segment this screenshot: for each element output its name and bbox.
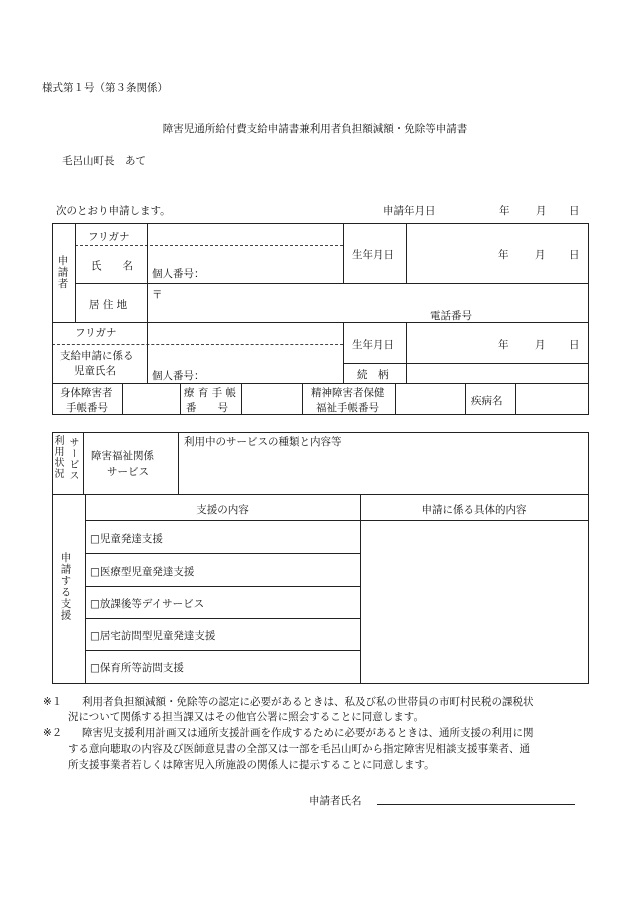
usage-content-field[interactable] (182, 450, 584, 490)
usage-type-label-2: サービス (107, 466, 149, 478)
physical-handbook-label-2: 手帳番号 (66, 402, 108, 414)
child-relation-label: 続 柄 (357, 369, 389, 381)
note-2-line-1: 障害児支援利用計画又は通所支援計画を作成するために必要があるときは、通所支援の利用に関 (82, 727, 534, 739)
disease-label: 疾病名 (471, 395, 503, 407)
mental-handbook-field[interactable] (397, 385, 463, 412)
col-support-header: 支援の内容 (196, 504, 249, 516)
note-1-line-2: 況について関係する担当課又はその他官公署に照会することに同意します。 (68, 711, 424, 723)
note-2-line-2: する意向聴取の内容及び医師意見書の全部又は一部を毛呂山町から指定障害児相談支援事業者、通 (68, 743, 530, 755)
applicant-phone-label: 電話番号 (430, 310, 472, 322)
support-option-1[interactable] (90, 531, 163, 546)
applicant-birth-label: 生年月日 (352, 249, 394, 261)
child-furigana-field[interactable] (149, 325, 341, 343)
support-option-label: 放課後等デイサービス (99, 598, 205, 610)
applicant-birth-day[interactable]: 日 (569, 249, 580, 261)
physical-handbook-field[interactable] (124, 385, 178, 412)
applicant-furigana-label: フリガナ (88, 231, 130, 243)
ryoiku-handbook-label-1: 療 育 手 帳 (184, 387, 237, 399)
ryoiku-handbook-label-2: 番 号 (186, 402, 228, 414)
requested-section-label: 申請する支援 (59, 552, 72, 621)
signature-line[interactable] (377, 804, 575, 805)
child-name-label-line2: 児童氏名 (74, 365, 116, 377)
application-date-day[interactable]: 日 (569, 205, 580, 217)
usage-section-label-b: サービス (67, 437, 78, 481)
child-birth-day[interactable]: 日 (569, 339, 580, 351)
application-date-month[interactable]: 月 (536, 205, 547, 217)
physical-handbook-label-1: 身体障害者 (60, 387, 113, 399)
mental-handbook-label-1: 精神障害者保健 (311, 387, 385, 399)
ryoiku-handbook-field[interactable] (243, 385, 300, 412)
support-detail-field[interactable] (364, 523, 584, 679)
col-detail-header: 申請に係る具体的内容 (421, 504, 527, 516)
note-2-mark: ※２ (43, 727, 63, 739)
applicant-address-field[interactable] (168, 287, 418, 319)
note-1-mark: ※１ (43, 696, 63, 708)
child-birth-year[interactable]: 年 (498, 339, 509, 351)
applicant-personal-number-label: 個人番号： (152, 268, 205, 280)
support-option-3[interactable] (90, 596, 204, 611)
support-option-label: 医療型児童発達支援 (99, 566, 195, 578)
support-option-label: 児童発達支援 (99, 533, 163, 545)
applicant-furigana-field[interactable] (149, 226, 341, 244)
support-option-5[interactable] (90, 660, 184, 675)
application-date-label: 申請年月日 (383, 205, 436, 217)
form-title: 障害児通所給付費支給申請書兼利用者負担額減額・免除等申請書 (162, 123, 468, 135)
note-1-line-1: 利用者負担額減額・免除等の認定に必要があるときは、私及び私の世帯員の市町村民税の課税状 (82, 696, 534, 708)
child-birth-label: 生年月日 (352, 339, 394, 351)
usage-type-label-1: 障害福祉関係 (91, 450, 154, 462)
applicant-address-label: 居 住 地 (89, 299, 128, 311)
application-date-year[interactable]: 年 (499, 205, 510, 217)
applicant-name-field[interactable] (236, 250, 340, 280)
applicant-birth-month[interactable]: 月 (535, 249, 546, 261)
child-birth-month[interactable]: 月 (535, 339, 546, 351)
child-furigana-label: フリガナ (75, 327, 117, 339)
intro-text: 次のとおり申請します。 (56, 205, 171, 217)
child-personal-number-label: 個人番号： (152, 370, 205, 382)
support-option-4[interactable] (90, 628, 215, 643)
applicant-postal-mark: 〒 (152, 289, 163, 301)
usage-content-label: 利用中のサービスの種類と内容等 (184, 436, 342, 448)
addressee: 毛呂山町長 あて (62, 155, 146, 167)
applicant-section-label: 申請者 (56, 255, 69, 290)
support-option-2[interactable] (90, 564, 194, 579)
applicant-name-label: 氏 名 (91, 260, 133, 272)
note-2-line-3: 所支援事業者若しくは障害児入所施設の関係人に提示することに同意します。 (68, 759, 435, 771)
applicant-birth-year[interactable]: 年 (498, 249, 509, 261)
disease-field[interactable] (517, 385, 586, 412)
signature-label: 申請者氏名 (309, 795, 362, 807)
child-name-label-line1: 支給申請に係る (60, 350, 134, 362)
form-number: 様式第１号（第３条関係） (42, 82, 168, 94)
child-relation-field[interactable] (408, 365, 586, 381)
mental-handbook-label-2: 福祉手帳番号 (316, 402, 379, 414)
support-option-label: 居宅訪問型児童発達支援 (99, 630, 216, 642)
support-option-label: 保育所等訪問支援 (99, 662, 184, 674)
usage-section-label-a: 利用状況 (52, 435, 63, 479)
